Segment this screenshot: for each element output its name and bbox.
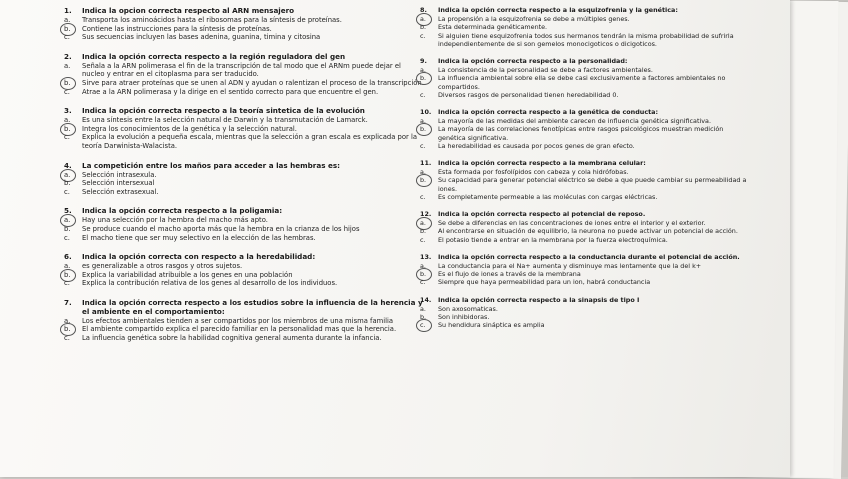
question (420, 108, 750, 150)
question-title (64, 106, 424, 115)
question (64, 106, 424, 150)
question-title (420, 210, 750, 218)
option-letter: a. (420, 219, 438, 227)
question (420, 159, 750, 201)
option-text: Explica la evolución a pequeña escala, mientras que la selección a gran escala es explicada por la teoría Darwinista-Walacista. (82, 133, 418, 150)
option-letter: a. (64, 316, 71, 325)
option-text: El ambiente compartido explica el parecido familiar en la personalidad mas que la herencia. (82, 325, 397, 334)
answer-option (64, 179, 424, 188)
option-text: Diversos rasgos de personalidad tienen heredabilidad 0. (438, 90, 619, 99)
question-text: Indica la opción correcta respecto a la conductancia durante el potencial de acción. (438, 252, 740, 261)
option-text: Sus secuencias incluyen las bases adenina, guanina, timina y citosina (82, 33, 321, 42)
answer-option (420, 176, 750, 192)
question-number: 4. (64, 160, 72, 170)
option-letter: a. (64, 116, 71, 125)
option-letter: c. (64, 87, 70, 96)
option-letter: a. (420, 262, 426, 271)
question (64, 52, 424, 96)
option-letter: c. (420, 321, 438, 329)
option-letter: a. (420, 66, 426, 75)
option-text: Siempre que haya permeabilidad para un ion, habrá conductancia (438, 278, 651, 287)
option-letter: a. (420, 304, 426, 313)
option-letter: c. (64, 334, 70, 343)
option-letter: b. (420, 125, 438, 141)
option-letter: b. (420, 270, 438, 278)
option-text: Señala a la ARN polimerasa el fin de la transcripción de tal modo que el ARNm puede dejar el nucleo y entrar en el citoplasma para ser traducido. (82, 61, 401, 79)
option-text: Sirve para atraer proteínas que se unen al ADN y ayudan o ralentizan el proceso de la transcripción. (82, 78, 424, 87)
answer-option (420, 23, 750, 31)
left-column (64, 6, 424, 353)
option-text: La conductancia para el Na+ aumenta y disminuye mas lentamente que la del k+ (438, 262, 702, 271)
option-letter: b. (64, 79, 82, 88)
answer-option (420, 117, 750, 125)
option-letter: b. (64, 125, 82, 134)
option-letter: c. (420, 90, 426, 99)
question (420, 296, 750, 330)
answer-option (64, 225, 424, 234)
option-text: Se produce cuando el macho aporta más que la hembra en la crianza de los hijos (82, 224, 360, 233)
option-text: Los efectos ambientales tienden a ser compartidos por los miembros de una misma familia (82, 316, 394, 325)
option-letter: a. (420, 15, 438, 23)
option-text: La mayoría de las correlaciones fenotípicas entre rasgos psicológicos muestran medición genética significativa. (438, 125, 724, 142)
option-letter: b. (64, 271, 82, 280)
question (420, 253, 750, 287)
option-text: Son inhibidoras. (438, 313, 490, 322)
answer-option (64, 271, 424, 280)
option-letter: c. (64, 33, 70, 42)
question-number: 13. (420, 252, 432, 261)
option-letter: c. (420, 31, 426, 40)
option-text: Se debe a diferencias en las concentraciones de iones entre el interior y el exterior. (438, 219, 706, 228)
question (64, 206, 424, 242)
option-letter: a. (420, 117, 426, 126)
option-letter: c. (64, 187, 70, 196)
question-text: Indica la opción correcta respecto a la región reguladora del gen (82, 51, 346, 61)
option-text: Selección intrasexula. (82, 170, 157, 179)
question-title (420, 296, 750, 304)
option-letter: b. (64, 325, 82, 334)
answer-option (420, 313, 750, 321)
answer-option (420, 262, 750, 270)
question-title (64, 252, 424, 261)
answer-option (420, 305, 750, 313)
option-letter: b. (420, 23, 427, 32)
option-letter: c. (64, 279, 70, 288)
option-letter: c. (64, 233, 70, 242)
answer-option (420, 15, 750, 23)
answer-option (420, 236, 750, 244)
answer-option (420, 32, 750, 48)
answer-option (420, 168, 750, 176)
answer-option (64, 16, 424, 25)
question-title (420, 108, 750, 116)
question-number: 6. (64, 252, 72, 262)
option-text: Selección extrasexual. (82, 187, 159, 196)
answer-option (420, 219, 750, 227)
question-number: 2. (64, 51, 72, 61)
question-text: La competición entre los maños para acceder a las hembras es: (82, 160, 341, 170)
question-text: Indica la opción correcta con respecto a la heredabilidad: (82, 252, 316, 262)
question-title (64, 298, 424, 316)
option-letter: c. (420, 235, 426, 244)
answer-option (420, 74, 750, 90)
option-text: Es el flujo de iones a través de la membrana (438, 270, 581, 279)
option-letter: b. (64, 25, 82, 34)
answer-option (64, 125, 424, 134)
answer-option (420, 125, 750, 141)
option-text: es generalizable a otros rasgos y otros sujetos. (82, 262, 243, 271)
question-text: Indica la opción correcta respecto a la esquizofrenia y la genética: (438, 6, 678, 14)
answer-option (64, 188, 424, 197)
option-text: La propensión a la esquizofrenia se debe a múltiples genes. (438, 15, 630, 24)
question-text: Indica la opción correcta respecto a la genética de conducta: (438, 108, 659, 117)
option-letter: b. (420, 74, 438, 90)
option-letter: a. (64, 16, 71, 24)
option-text: Explica la variabilidad atribuible a los genes en una población (82, 270, 293, 279)
answer-option (420, 193, 750, 201)
question-text: Indica la opción correcta respecto a la sinapsis de tipo I (438, 295, 640, 304)
question-number: 8. (420, 6, 427, 14)
answer-option (64, 88, 424, 97)
question-number: 10. (420, 108, 432, 117)
option-letter: a. (420, 168, 426, 177)
option-text: Esta determinada genéticamente. (438, 23, 548, 32)
option-text: Si alguien tiene esquizofrenia todos sus hermanos tendrán la misma probabilidad de sufrirla independientemente de si son gemelos monocigoticos o dicigoticos. (438, 31, 734, 48)
answer-option (64, 171, 424, 180)
answer-option (64, 317, 424, 326)
question (420, 210, 750, 244)
option-text: Hay una selección por la hembra del macho más apto. (82, 216, 268, 225)
question-number: 9. (420, 57, 427, 66)
question-text: Indica la opción correcta respecto a la membrana celular: (438, 159, 646, 168)
option-text: Integra los conocimientos de la genética y la selección natural. (82, 124, 297, 133)
answer-option (420, 278, 750, 286)
option-letter: b. (64, 224, 71, 233)
option-text: Transporta los aminoácidos hasta el ribosomas para la síntesis de proteínas. (82, 16, 342, 24)
question-text: Indica la opción correcta respecto a la poligamia: (82, 206, 283, 216)
option-text: Atrae a la ARN polimerasa y la dirige en el sentido correcto para que encuentre el gen. (82, 87, 379, 96)
option-letter: b. (420, 227, 427, 236)
question-number: 5. (64, 206, 72, 216)
option-text: Explica la contribución relativa de los genes al desarrollo de los individuos. (82, 279, 338, 288)
question (420, 6, 750, 48)
question-number: 7. (64, 297, 72, 307)
option-letter: a. (64, 171, 82, 180)
answer-option (420, 321, 750, 329)
answer-option (420, 66, 750, 74)
question-text: Indica la opción correcta respecto a los estudios sobre la influencia de la herencia y el ambiente en el comportamiento: (82, 297, 423, 316)
answer-option (420, 270, 750, 278)
answer-option (64, 262, 424, 271)
option-text: El macho tiene que ser muy selectivo en la elección de las hembras. (82, 233, 316, 242)
answer-option (420, 91, 750, 99)
option-letter: a. (64, 262, 71, 271)
question (64, 298, 424, 343)
answer-option (420, 142, 750, 150)
question-text: Indica la opción correcta respecto a la personalidad: (438, 57, 628, 66)
answer-option (64, 279, 424, 288)
answer-option (64, 325, 424, 334)
question-number: 14. (420, 295, 432, 304)
option-text: Su hendidura sináptica es amplia (438, 321, 545, 330)
answer-option (64, 334, 424, 343)
option-letter: c. (420, 192, 426, 201)
question (64, 252, 424, 288)
question-title (64, 52, 424, 61)
question-number: 3. (64, 106, 72, 116)
answer-option (64, 133, 424, 150)
option-letter: a. (64, 61, 71, 70)
answer-option (64, 62, 424, 79)
question-title (64, 161, 424, 170)
option-letter: b. (420, 313, 427, 322)
option-text: Es completamente permeable a las moléculas con cargas eléctricas. (438, 192, 658, 201)
option-text: Al encontrarse en situación de equilibrio, la neurona no puede activar un potencial de acción. (438, 227, 738, 236)
option-letter: c. (64, 133, 70, 142)
answer-option (420, 227, 750, 235)
question-text: Indica la opción correcta respecto a la teoría sintetica de la evolución (82, 106, 365, 116)
question-title (64, 206, 424, 215)
option-text: La mayoría de las medidas del ambiente carecen de influencia genética significativa. (438, 117, 711, 126)
answer-option (64, 116, 424, 125)
question-number: 12. (420, 210, 432, 219)
option-text: Su capacidad para generar potencial eléctrico se debe a que puede cambiar su permeabilidad a iones. (438, 176, 747, 193)
option-text: La influencia genética sobre la habilidad cognitiva general aumenta durante la infancia. (82, 334, 382, 343)
answer-option (64, 79, 424, 88)
question-number: 1. (64, 6, 72, 15)
answer-option (64, 216, 424, 225)
answer-option (64, 25, 424, 34)
option-text: La influencia ambiental sobre ella se debe casi exclusivamente a factores ambientales no compartidos. (438, 74, 726, 91)
question (64, 161, 424, 197)
option-letter: b. (64, 179, 71, 188)
question (64, 6, 424, 42)
option-text: Es una síntesis entre la selección natural de Darwin y la transmutación de Lamarck. (82, 116, 368, 125)
question-title (420, 253, 750, 261)
question-text: Indica la opción correcta respecto al potencial de reposo. (438, 210, 646, 219)
option-letter: b. (420, 176, 438, 192)
option-text: Son axosomaticas. (438, 304, 498, 313)
question-title (64, 6, 424, 15)
option-text: Esta formada por fosfolípidos con cabeza y cola hidrófobas. (438, 168, 629, 177)
option-text: Contiene las instrucciones para la síntesis de proteínas. (82, 24, 272, 33)
question-title (420, 6, 750, 14)
question-title (420, 159, 750, 167)
option-text: Selección intersexual (82, 179, 155, 188)
option-text: El potasio tiende a entrar en la membrana por la fuerza electroquímica. (438, 235, 668, 244)
option-text: La consistencia de la personalidad se debe a factores ambientales. (438, 66, 653, 75)
option-text: La heredabilidad es causada por pocos genes de gran efecto. (438, 141, 635, 150)
option-letter: c. (420, 141, 426, 150)
answer-option (64, 234, 424, 243)
option-letter: a. (64, 216, 82, 225)
right-column (420, 6, 750, 339)
answer-option (64, 33, 424, 42)
question-title (420, 57, 750, 65)
question-text: Indica la opcion correcta respecto al ARN mensajero (82, 6, 295, 15)
option-letter: c. (420, 278, 426, 287)
question (420, 57, 750, 99)
question-number: 11. (420, 159, 432, 168)
